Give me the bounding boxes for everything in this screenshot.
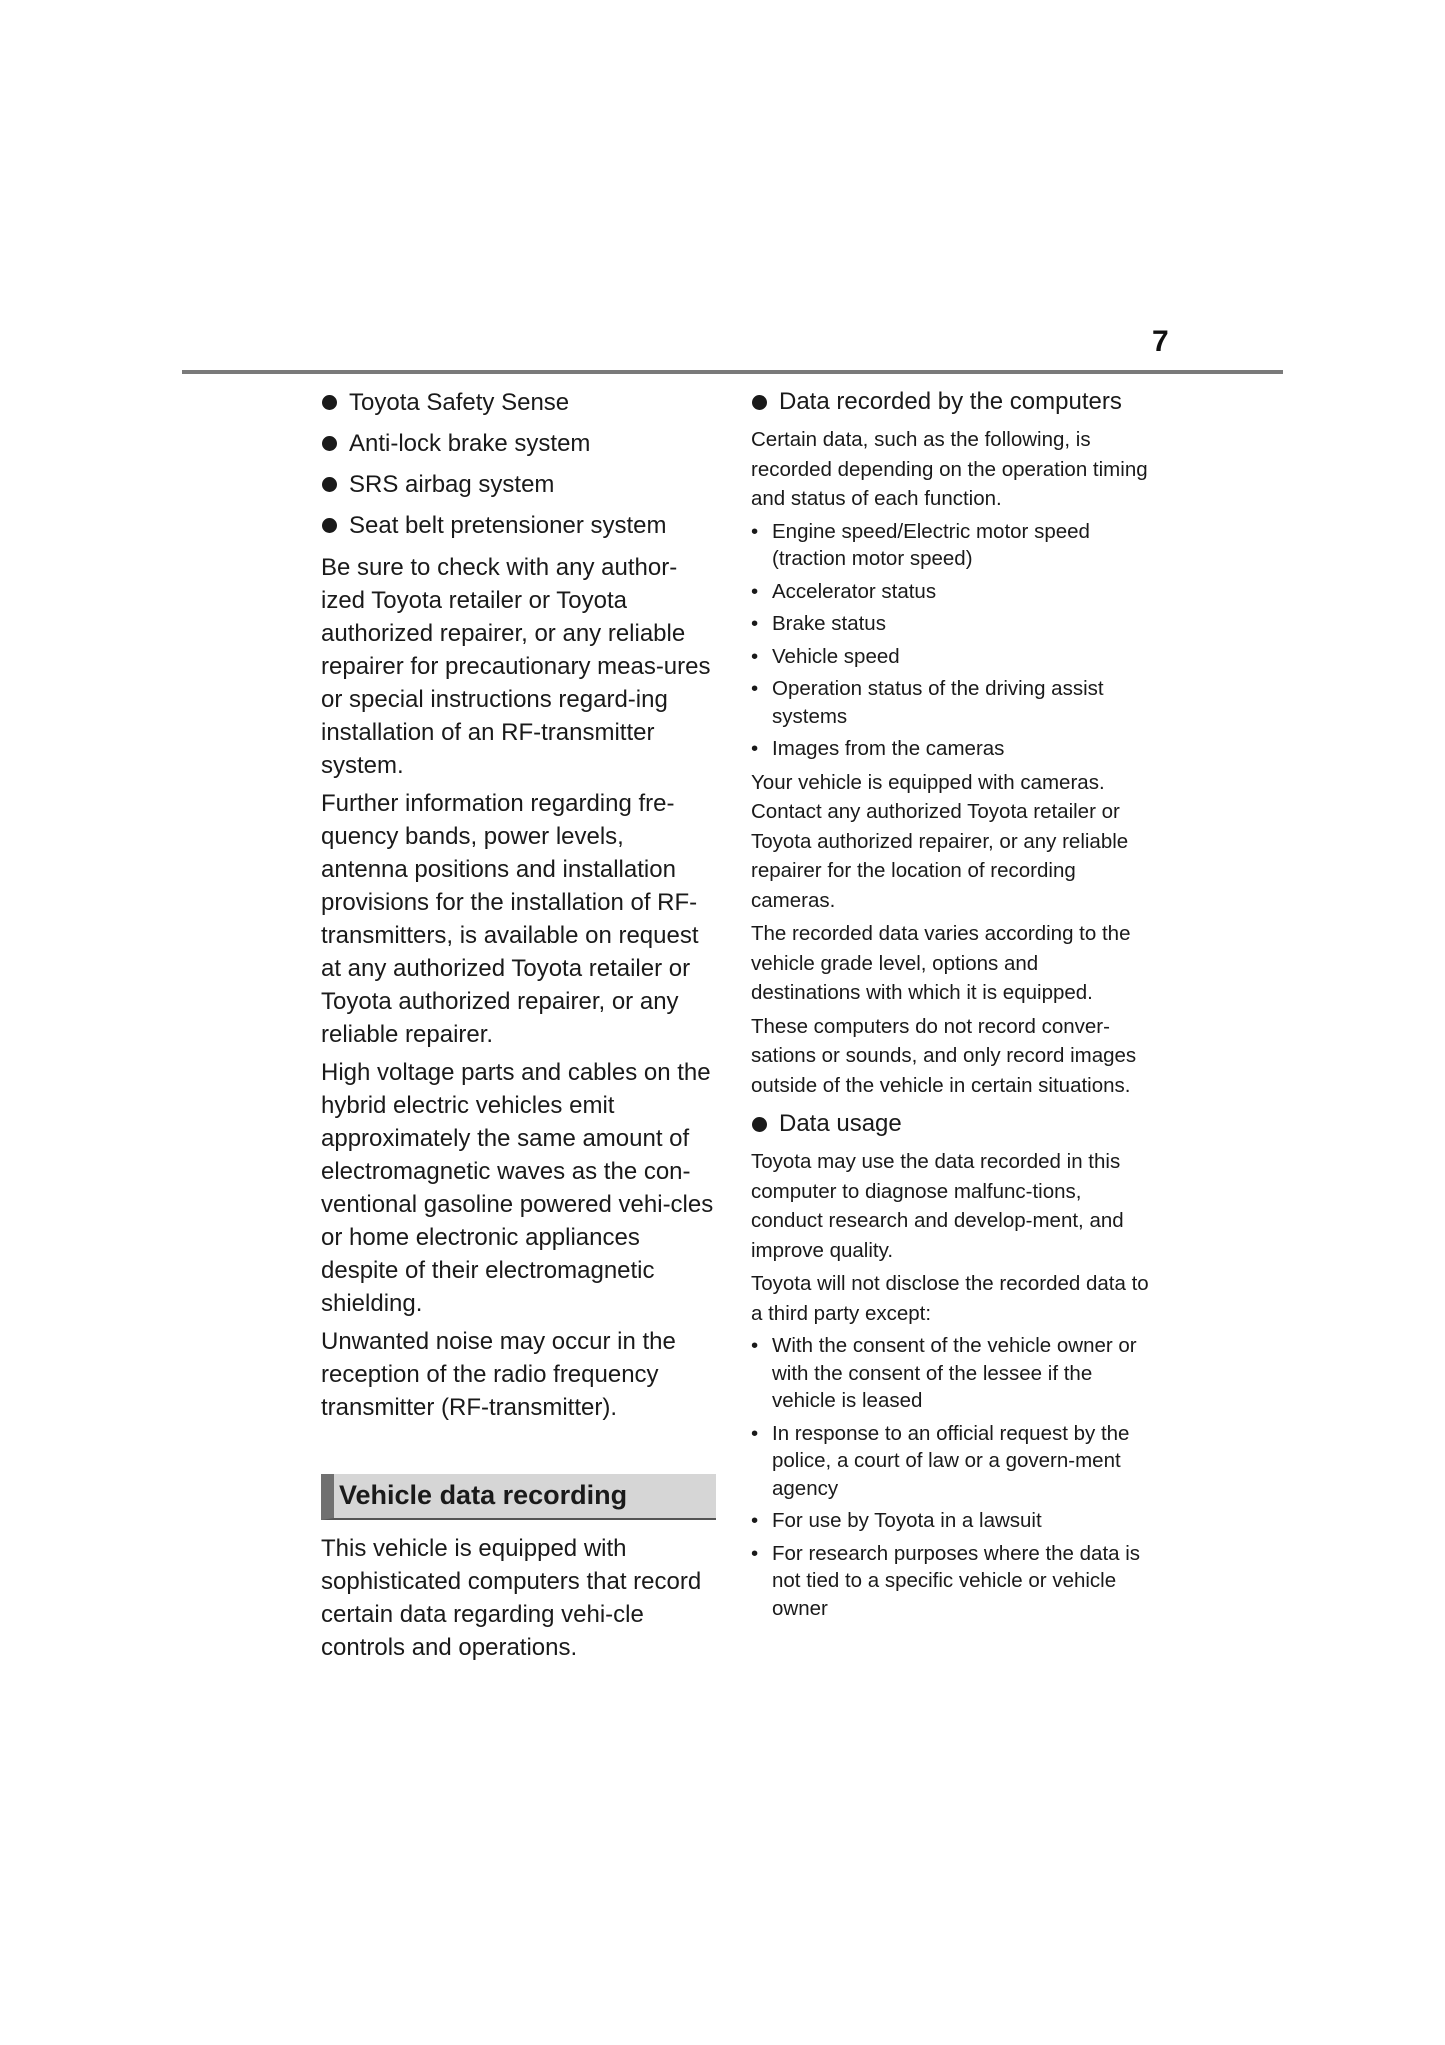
- noise-paragraph: Unwanted noise may occur in the reception of the radio frequency transmitter (RF-transmitter).: [321, 1328, 676, 1421]
- list-item: • In response to an official request by the police, a court of law or a govern-ment agency: [751, 1420, 1151, 1503]
- list-item: • For research purposes where the data is not tied to a specific vehicle or vehicle owner: [751, 1540, 1151, 1623]
- disclosure-exceptions-list: [751, 1332, 1151, 1622]
- bullet-item: Anti-lock brake system: [321, 423, 716, 464]
- disclose-paragraph: Toyota will not disclose the recorded data to a third party except:: [751, 1272, 1149, 1325]
- bullet-item: Seat belt pretensioner system: [321, 505, 716, 546]
- page-number: 7: [1152, 325, 1169, 358]
- list-item: • Images from the cameras: [751, 735, 1151, 763]
- list-item: • Operation status of the driving assist systems: [751, 675, 1151, 730]
- list-item: • For use by Toyota in a lawsuit: [751, 1507, 1151, 1535]
- high-voltage-paragraph: High voltage parts and cables on the hybrid electric vehicles emit approximately the same amount of electromagnetic waves as the con-ventional gasoline powered vehi-cles or home electronic appliances despite of their electromagnetic shielding.: [321, 1059, 714, 1317]
- section-intro-paragraph: This vehicle is equipped with sophisticated computers that record certain data regarding vehi-cle controls and operations.: [321, 1535, 702, 1661]
- right-column: [751, 382, 1151, 1627]
- rf-info-paragraph: Further information regarding fre-quency bands, power levels, antenna positions and installation provisions for the installation of RF-transmitters, is available on request at any authorized Toyota retailer or Toyota authorized repairer, or any reliable repairer.: [321, 790, 699, 1048]
- list-item: • Vehicle speed: [751, 643, 1151, 671]
- left-column: [321, 382, 716, 1667]
- usage-paragraph: Toyota may use the data recorded in this computer to diagnose malfunc-tions, conduct research and develop-ment, and improve quality.: [751, 1150, 1124, 1262]
- bullet-item: Toyota Safety Sense: [321, 382, 716, 423]
- list-item: • Brake status: [751, 610, 1151, 638]
- data-usage-heading: Data usage: [751, 1104, 1151, 1144]
- data-recorded-heading: Data recorded by the computers: [751, 382, 1151, 422]
- no-record-paragraph: These computers do not record conver-sations or sounds, and only record images outside of the vehicle in certain situations.: [751, 1014, 1137, 1097]
- header-rule: [182, 370, 1283, 374]
- recorded-data-list: [751, 518, 1151, 763]
- bullet-item: SRS airbag system: [321, 464, 716, 505]
- list-item: • Engine speed/Electric motor speed (traction motor speed): [751, 518, 1151, 573]
- cameras-paragraph: Your vehicle is equipped with cameras. Contact any authorized Toyota retailer or Toyota authorized repairer, or any reliable repairer for the location of recording cameras.: [751, 770, 1129, 912]
- section-heading: Vehicle data recording: [321, 1474, 716, 1520]
- rf-check-paragraph: Be sure to check with any author-ized Toyota retailer or Toyota authorized repairer, or any reliable repairer for precautionary meas-ures or special instructions regard-ing installation of an RF-transmitter system.: [321, 554, 711, 779]
- data-varies-paragraph: The recorded data varies according to the vehicle grade level, options and destinations with which it is equipped.: [751, 922, 1131, 1004]
- list-item: • Accelerator status: [751, 578, 1151, 606]
- recorded-intro-paragraph: Certain data, such as the following, is recorded depending on the operation timing and status of each function.: [751, 428, 1148, 510]
- list-item: • With the consent of the vehicle owner or with the consent of the lessee if the vehicle is leased: [751, 1332, 1151, 1415]
